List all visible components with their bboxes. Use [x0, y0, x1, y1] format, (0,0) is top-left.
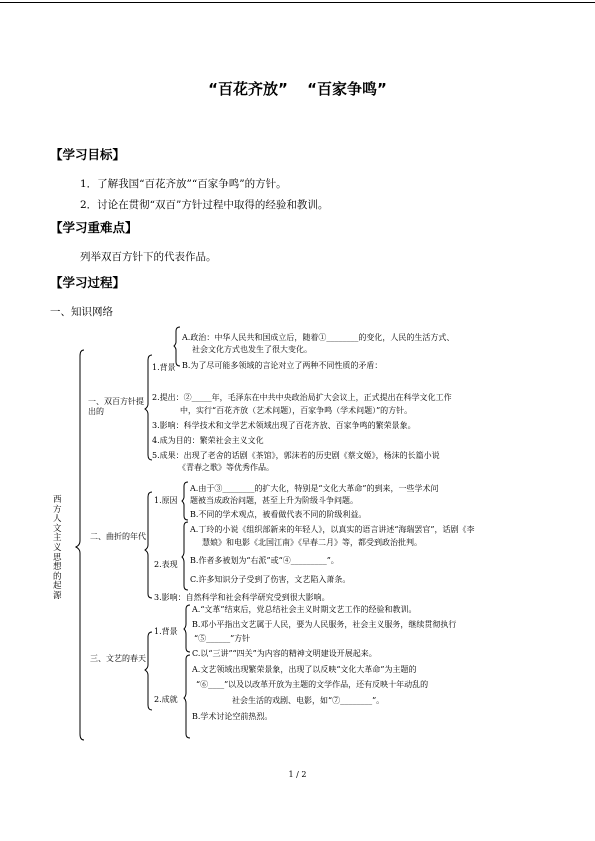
b2-reason-label: 1.原因 — [154, 496, 178, 505]
b1-background-b: B.为了尽可能多领域的言论对立了两种不同性质的矛盾： — [182, 361, 383, 370]
b3-achieve-a2: “⑥____”以及以改革开放为主题的文学作品，还有反映十年动乱的 — [196, 680, 429, 689]
b3-achieve-b: B.学术讨论空前热烈。 — [192, 712, 273, 721]
b1-background-label: 1.背景 — [152, 363, 176, 372]
process-heading: 【学习过程】 — [50, 275, 126, 290]
b1-proposal-b: 中，实行“百花齐放（艺术问题），百家争鸣（学术问题）”的方针。 — [180, 406, 413, 415]
b3-achieve-a3: 社会生活的戏剧、电影，如“⑦________”。 — [232, 696, 385, 705]
branch1-brace — [145, 355, 152, 460]
keypoints-heading: 【学习重难点】 — [50, 220, 138, 235]
b3-achieve-label: 2.成就 — [154, 695, 178, 704]
b2-reason-brace — [182, 482, 188, 520]
page-number: 1 / 2 — [288, 770, 307, 779]
b3-background-b2: “⑤______”方针 — [194, 634, 251, 643]
b2-manifest-label: 2.表现 — [154, 560, 178, 569]
branch3-brace — [145, 632, 152, 710]
b2-manifest-brace — [182, 522, 188, 590]
b3-background-c: C.以“三讲”“四关”为内容的精神文明建设开展起来。 — [192, 649, 377, 658]
b3-background-label: 1.背景 — [154, 627, 178, 636]
b3-background-b: B.邓小平指出文艺属于人民，要为人民服务，社会主义服务，继续贯彻执行 — [192, 620, 457, 629]
branch-3-label: 三、文艺的春天 — [90, 654, 146, 663]
goal-item-2: 2．讨论在贯彻“双百”方针过程中取得的经验和教训。 — [80, 199, 329, 211]
b1-purpose: 4.成为目的：繁荣社会主义文化 — [152, 436, 264, 445]
b2-reason-b: B.不同的学术观点，被看做代表不同的阶级利益。 — [190, 510, 367, 519]
branch2-brace — [145, 492, 152, 598]
b3-achieve-brace — [184, 655, 190, 738]
goals-heading: 【学习目标】 — [50, 147, 126, 162]
keypoints-text: 列举双百方针下的代表作品。 — [80, 251, 217, 263]
b2-manifest-a: A.丁玲的小说《组织部新来的年轻人》，以真实的语言讲述“海瑞罢官”，话剧《李 — [190, 525, 475, 534]
b1-bg-brace — [174, 327, 180, 366]
b1-proposal-a: 2.提出：②_____年，毛泽东在中共中央政治局扩大会议上，正式提出在科学文化工作 — [152, 393, 452, 402]
b3-background-a: A.“文革”结束后，党总结社会主义时期文艺工作的经验和教训。 — [192, 605, 417, 614]
outer-brace — [76, 350, 84, 740]
b1-achievement-a: 5.成果：出现了老舍的话剧《茶馆》，郭沫若的历史剧《蔡文姬》，杨沫的长篇小说 — [152, 451, 440, 460]
b2-reason-a: A.由于③________的扩大化，特别是“文化大革命”的到来，一些学术问 — [190, 484, 439, 493]
b2-manifest-b: B.作者多被划为“右派”或“④_________”。 — [190, 556, 339, 565]
b1-background-a2: 社会文化方式也发生了很大变化。 — [192, 345, 312, 354]
b2-impact: 3.影响：自然科学和社会科学研究受到很大影响。 — [154, 593, 330, 602]
b3-bg-brace — [184, 605, 190, 652]
b2-manifest-a2: 慧娘》和电影《北国江南》《早春二月》等，都受到政治批判。 — [202, 538, 422, 547]
vertical-side-label: 西方人文主义思想的起源 — [53, 495, 62, 601]
b1-impact: 3.影响：科学技术和文学艺术领域出现了百花齐放、百家争鸣的繁荣景象。 — [152, 421, 416, 430]
b1-background-a: A.政治：中华人民共和国成立后，随着①________的变化，人民的生活方式、 — [182, 333, 455, 342]
b2-manifest-c: C.许多知识分子受到了伤害，文艺陷入萧条。 — [190, 575, 351, 584]
process-subheading: 一、知识网络 — [50, 306, 113, 318]
b1-achievement-b: 《青春之歌》等优秀作品。 — [178, 463, 274, 472]
branch-1-label: 一、双百方针提出的 — [88, 397, 144, 416]
b2-reason-a2: 题被当成政治问题，甚至上升为阶级斗争问题。 — [190, 496, 358, 505]
b3-achieve-a: A.文艺领域出现繁荣景象，出现了以反映“文化大革命”为主题的 — [192, 665, 417, 674]
branch-2-label: 二、曲折的年代 — [90, 532, 146, 541]
page-title: “百花齐放” “百家争鸣” — [208, 80, 387, 98]
goal-item-1: 1．了解我国“百花齐放”“百家争鸣”的方针。 — [80, 178, 287, 190]
